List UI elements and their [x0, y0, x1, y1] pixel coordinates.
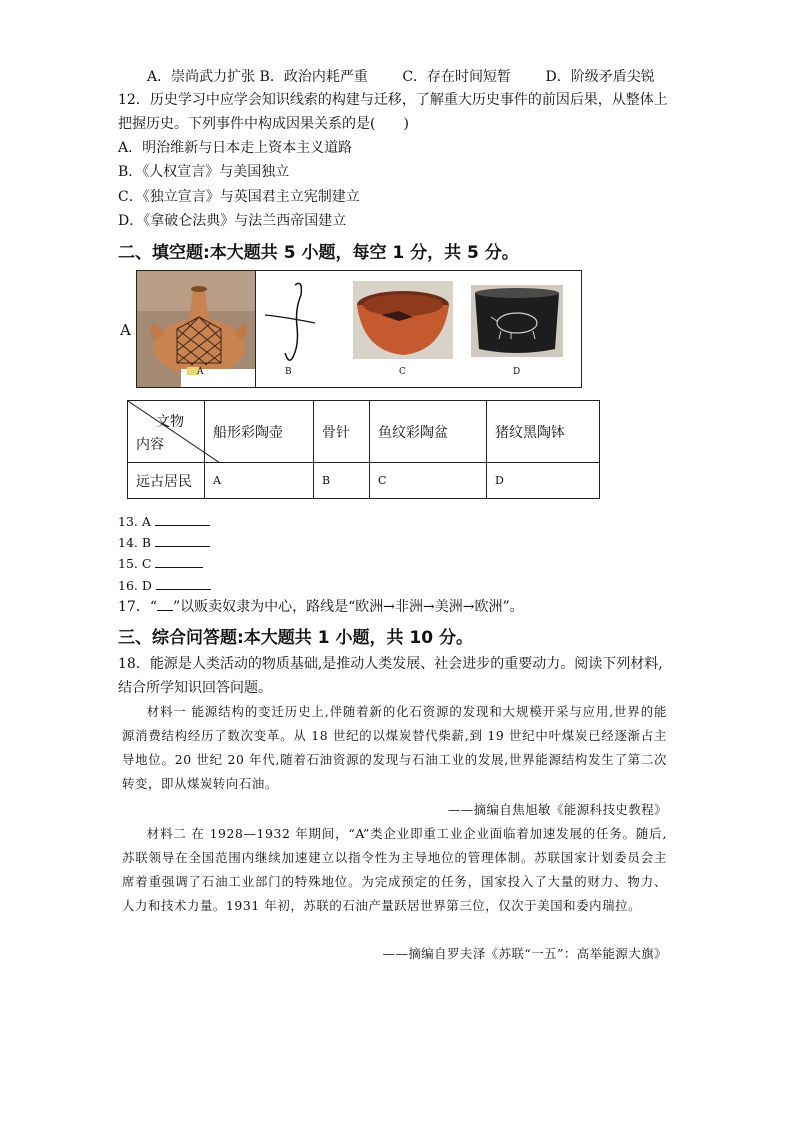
- q17-prefix: 17．“: [118, 599, 157, 615]
- row-label: 远古居民: [128, 463, 205, 499]
- q15-blank: [118, 554, 203, 574]
- figure-outer-label: A: [120, 321, 131, 339]
- q12-option-c: C．《独立宣言》与英国君主立宪制建立: [118, 189, 360, 205]
- column-header: 猪纹黑陶钵: [487, 401, 600, 463]
- column-header: 船形彩陶壶: [205, 401, 314, 463]
- section3-title: 三、综合问答题:本大题共 1 小题，共 10 分。: [118, 628, 473, 648]
- caption-d: D: [513, 367, 521, 377]
- q12-stem-line2: 把握历史。下列事件中构成因果关系的是( ): [118, 116, 409, 132]
- source-1: ——摘编自焦旭敏《能源科技史教程》: [447, 802, 667, 817]
- material-2-text: 材料二 在 1928—1932 年期间，“A”类企业即重工业企业面临着加速发展的任务。随后,苏联领导在全国范围内继续加速建立以指令性为主导地位的管理体制。苏联国家计划委员会主席着重强调了石油工业部门的特殊地位。为完成预定的任务，国家投入了大量的财力、物力、人力和技术力量。1931 年初，苏联的石油产量跃居世界第三位，仅次于美国和委内瑞拉。: [122, 826, 667, 913]
- q16-blank: [118, 576, 211, 596]
- material-2: [122, 822, 667, 918]
- q17: [118, 597, 524, 617]
- q15-label: 15. C: [118, 556, 152, 571]
- answer-blank[interactable]: [155, 513, 210, 526]
- caption-b: B: [285, 367, 292, 377]
- q13-blank: [118, 512, 210, 532]
- column-header: 骨针: [314, 401, 370, 463]
- material-1-text: 材料一 能源结构的变迁历史上,伴随着新的化石资源的发现和大规模开采与应用,世界的能源消费结构经历了数次变革。从 18 世纪的以煤炭替代柴薪,到 19 世纪中叶煤炭已经逐渐占主导地位。20 世纪 20 年代,随着石油资源的发现与石油工业的发展,世界能源结构发生了第二次转变，即从煤炭转向石油。: [122, 704, 667, 791]
- caption-c: C: [399, 367, 406, 377]
- artifact-figure-strip: [136, 270, 582, 388]
- bone-needle-image: [255, 271, 345, 387]
- q12-stem-line1: 12．历史学习中应学会知识线索的构建与迁移，了解重大历史事件的前因后果，从整体上: [118, 92, 668, 108]
- q17-blank[interactable]: [157, 598, 173, 611]
- q13-label: 13. A: [118, 514, 151, 529]
- answer-blank[interactable]: [155, 555, 203, 568]
- q11-option-d: D．阶级矛盾尖锐: [545, 69, 655, 85]
- source-2: ——摘编自罗夫泽《苏联“一五”：高举能源大旗》: [382, 946, 667, 961]
- q11-options: [147, 66, 685, 86]
- q14-label: 14. B: [118, 535, 152, 550]
- header-diag-top: 文物: [156, 414, 184, 430]
- answer-blank[interactable]: [156, 577, 211, 590]
- q16-label: 16. D: [118, 578, 152, 593]
- q18-line2: 结合所学知识回答问题。: [118, 680, 272, 696]
- q14-blank: [118, 533, 210, 553]
- section2-title: 二、填空题:本大题共 5 小题，每空 1 分，共 5 分。: [118, 243, 519, 263]
- material-1: [122, 700, 667, 796]
- q17-suffix: ”以贩卖奴隶为中心，路线是“欧洲→非洲→美洲→欧洲”。: [172, 599, 524, 615]
- table-row: [128, 463, 600, 499]
- table-cell: B: [314, 463, 370, 499]
- boat-pottery-image: [137, 271, 255, 387]
- q11-option-ab: A．崇尚武力扩张 B．政治内耗严重: [147, 69, 368, 85]
- fish-basin-image: [353, 281, 453, 359]
- table-cell: C: [370, 463, 487, 499]
- q12-option-d: D．《拿破仑法典》与法兰西帝国建立: [118, 213, 347, 229]
- q18-line1: 18．能源是人类活动的物质基础,是推动人类发展、社会进步的重要动力。阅读下列材料,: [118, 656, 663, 672]
- artifact-table: [127, 400, 600, 499]
- table-diagonal-header: [128, 401, 205, 463]
- answer-blank[interactable]: [155, 534, 210, 547]
- column-header: 鱼纹彩陶盆: [370, 401, 487, 463]
- q12-option-b: B．《人权宣言》与美国独立: [118, 164, 290, 180]
- caption-a: A: [197, 367, 204, 377]
- pig-pottery-image: [471, 285, 563, 357]
- header-diag-bottom: 内容: [136, 437, 164, 453]
- table-cell: A: [205, 463, 314, 499]
- q12-option-a: A．明治维新与日本走上资本主义道路: [118, 140, 353, 156]
- table-cell: D: [487, 463, 600, 499]
- q11-option-c: C．存在时间短暂: [402, 69, 512, 85]
